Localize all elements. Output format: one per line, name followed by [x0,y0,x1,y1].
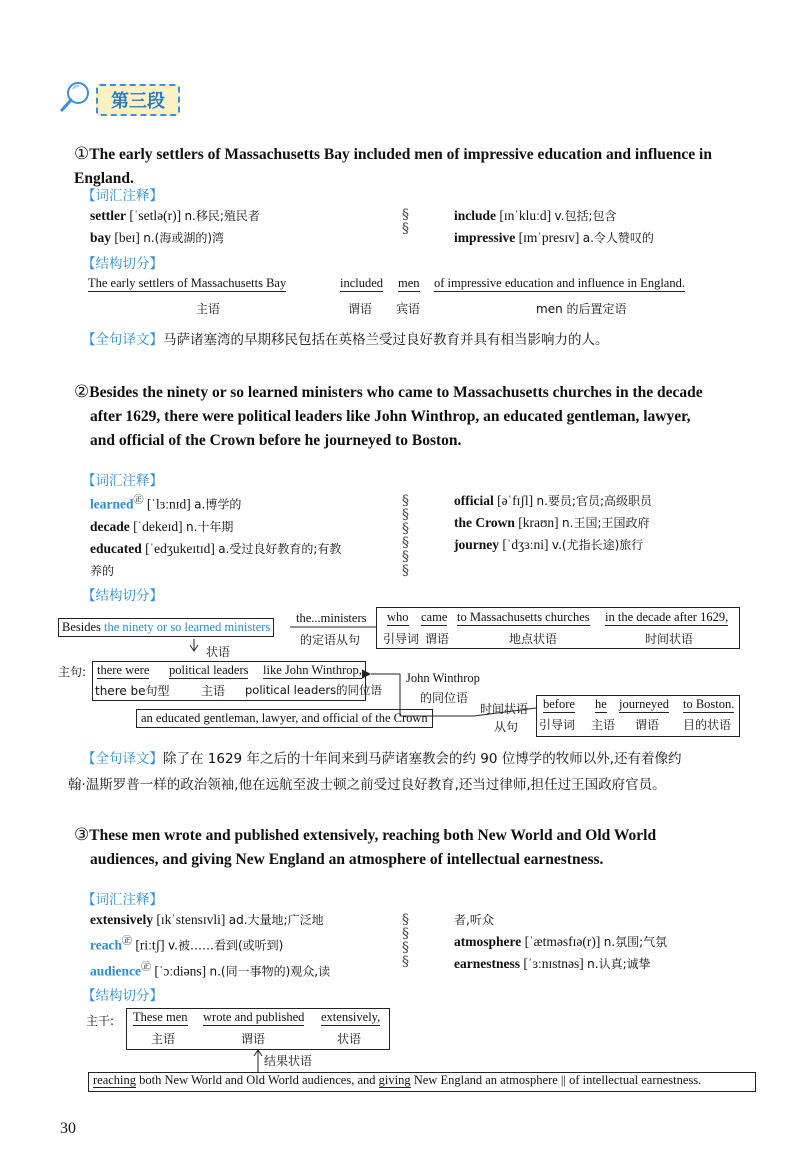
label-object: 宾语 [396,302,421,316]
label-attributive-clause: 的定语从句 [300,633,361,647]
vocab-list-right [454,909,764,975]
label-adverbial: 状语 [206,645,231,659]
main-clause-box [92,661,383,701]
ministers-ref: the...ministers [296,611,367,625]
tc-to-boston: to Boston. [683,697,735,711]
vocab-item: audience㊣ [ˈɔːdiəns] n.(同一事物的)观众,读 [90,961,331,978]
vocab-list-right [454,205,754,249]
structure-diagram-3 [0,1006,800,1096]
structure-diagram-1 [88,276,748,320]
struct-modifier: of impressive education and influence in England. [434,276,685,290]
jw-ref: John Winthrop [406,671,480,685]
label-predicate: 谓语 [241,1032,266,1046]
label-jw-appositive: 的同位语 [420,691,469,705]
vocab-item: bay [beɪ] n.(海或湖的)湾 [90,230,225,245]
hot-word-badge-icon: ㊣ [122,936,132,947]
clause-time: in the decade after 1629, [605,610,729,624]
label-trunk: 主干: [86,1014,115,1028]
vocab-item: official [əˈfɪʃl] n.要员;官员;高级职员 [454,493,652,508]
clause-place: to Massachusetts churches [457,610,590,624]
divider-squiggle: § § § § [402,912,409,970]
label-modifier: men 的后置定语 [536,302,627,316]
vocab-item: learned㊣ [ˈlɜːnɪd] a.博学的 [90,495,242,512]
label-time-clause: 时间状语 [480,702,529,716]
vocab-item: educated [ˈedʒukeɪtɪd] a.受过良好教育的;有教 [90,540,342,556]
vocab-tag: 【词汇注释】 [82,892,163,908]
trunk-adverb: extensively, [321,1010,381,1024]
structure-tag: 【结构切分】 [82,588,163,604]
vocab-list-right [454,490,764,556]
label-predicate: 谓语 [635,718,660,732]
divider-squiggle: § § [402,207,409,237]
label-introducer: 引导词 [383,632,420,646]
hot-word-badge-icon: ㊣ [133,495,144,506]
vocab-item: earnestness [ˈɜːnɪstnəs] n.认真;诚挚 [454,956,651,971]
translation-2: 【全句译文】除了在 1629 年之后的十年间来到马萨诸塞教会的约 90 位博学的牧师以外,还有着像约 翰·温斯罗普一样的政治领袖,他在远航至波士顿之前受过良好教育,还当过律师,担任过王国政府官员。 [68,751,682,793]
reaching: reaching [93,1073,137,1087]
label-result-adverbial: 结果状语 [264,1054,313,1068]
main-subject: political leaders [169,663,249,677]
translation-1: 【全句译文】马萨诸塞湾的早期移民包括在英格兰受过良好教育并具有相当影响力的人。 [82,332,609,348]
main-appositive: like John Winthrop, [263,663,362,677]
sentence-number: ① [74,144,90,163]
besides-phrase-box: Besides the ninety or so learned ministers [58,618,274,637]
main-there-were: there were [97,663,150,677]
vocab-item: the Crown [kraʊn] n.王国;王国政府 [454,515,650,530]
vocab-item: atmosphere [ˈætməsfɪə(r)] n.氛围;气氛 [454,934,668,949]
label-time: 时间状语 [645,632,694,646]
label-subject: 主语 [591,718,616,732]
sentence-text: The early settlers of Massachusetts Bay included men of impressive education and influence in England. [74,146,712,187]
appositive-box: an educated gentleman, lawyer, and official of the Crown [136,709,433,728]
section-title: 第三段 [96,84,180,116]
tc-before: before [543,697,575,711]
divider-squiggle: § § § § § § [402,493,409,579]
label-place: 地点状语 [509,632,558,646]
label-main-clause: 主句: [58,665,87,679]
tc-journeyed: journeyed [619,697,669,711]
label-there-be: there be句型 [95,684,170,698]
vocab-item: journey [ˈdʒɜːni] v.(尤指长途)旅行 [454,537,644,552]
structure-diagram-2 [0,605,800,737]
participle-phrase-box: reaching both New World and Old World audiences, and giving New England an atmosphere || of intellectual earnestness. [88,1072,756,1092]
time-clause-box [536,695,740,737]
trunk-predicate: wrote and published [203,1010,305,1024]
vocab-item: reach㊣ [riːtʃ] v.被……看到(或听到) [90,936,284,953]
magnifier-icon [58,80,92,114]
vocab-item: decade [ˈdekeɪd] n.十年期 [90,518,234,534]
vocab-item: settler [ˈsetlə(r)] n.移民;殖民者 [90,208,260,223]
label-introducer: 引导词 [539,718,576,732]
vocab-tag: 【词汇注释】 [82,473,163,489]
label-purpose: 目的状语 [683,718,732,732]
giving: giving [378,1073,411,1087]
vocab-continuation: 养的 [90,563,115,578]
struct-predicate: included [340,276,384,290]
sentence-1 [74,142,754,191]
label-subject: 主语 [151,1032,176,1046]
vocab-item: impressive [ɪmˈpresɪv] a.令人赞叹的 [454,230,654,245]
trunk-subject: These men [133,1010,188,1024]
struct-subject: The early settlers of Massachusetts Bay [88,276,287,290]
label-subject: 主语 [196,302,221,316]
structure-tag: 【结构切分】 [82,256,163,272]
label-appositive: political leaders的同位语 [245,683,383,697]
vocab-list-left [90,490,380,582]
clause-who: who [387,610,409,624]
vocab-tag: 【词汇注释】 [82,188,163,204]
page-number: 30 [60,1120,76,1137]
tc-he: he [595,697,607,711]
label-time-clause-2: 从句 [494,720,519,734]
hot-word-badge-icon: ㊣ [141,961,152,973]
structure-tag: 【结构切分】 [82,988,163,1004]
vocab-item: include [ɪnˈkluːd] v.包括;包含 [454,208,617,223]
struct-object: men [398,276,420,290]
vocab-list-left [90,205,390,249]
vocab-list-left [90,909,380,982]
label-subject: 主语 [201,684,226,698]
relative-clause-box [376,607,740,649]
label-predicate: 谓语 [425,632,450,646]
sentence-3: ③These men wrote and published extensively, reaching both New World and Old World audiences, and giving New England an atmosphere of intellectual earnestness. [74,825,657,868]
clause-came: came [421,610,448,624]
vocab-item: extensively [ɪkˈstensɪvli] ad.大量地;广泛地 [90,912,324,927]
label-predicate: 谓语 [348,302,373,316]
vocab-continuation: 者,听众 [454,913,494,927]
label-adverbial: 状语 [337,1032,362,1046]
sentence-2: ②Besides the ninety or so learned ministers who came to Massachusetts churches in the decade after 1629, there were political leaders like John Winthrop, an educated gentleman, lawyer, and official of the Crown before he journeyed to Boston. [74,382,703,449]
